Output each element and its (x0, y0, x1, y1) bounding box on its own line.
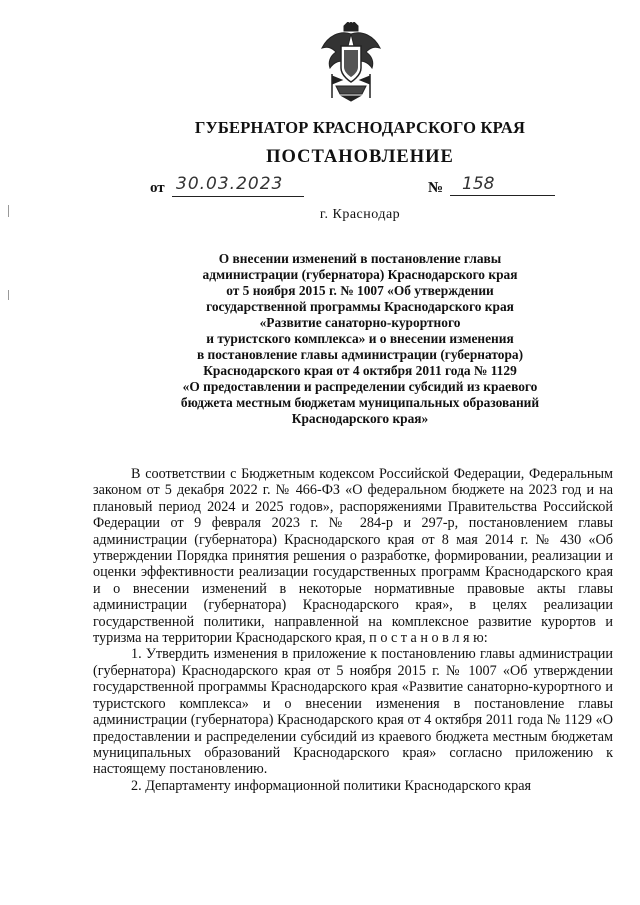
title-line: государственной программы Краснодарского края (206, 299, 514, 314)
clause-2-paragraph: 2. Департаменту информационной политики Краснодарского края (131, 777, 532, 794)
title-line: О внесении изменений в постановление главы (218, 251, 502, 266)
document-title (130, 251, 590, 427)
number-prefix: № (428, 180, 444, 196)
title-line: бюджета местным бюджетам муниципальных образований (180, 395, 540, 410)
document-date: 30.03.2023 (172, 174, 304, 197)
scan-margin-mark (8, 290, 9, 300)
clause-1-paragraph: 1. Утвердить изменения в приложение к постановлению главы администрации (губернатора) Краснодарского края от 5 ноября 2015 г. № 1007 «Об утверждении государственной программы Краснодарского края «Развитие санаторно-курортного и туристского комплекса» и о внесении изменения в постановление главы администрации (губернатора) Краснодарского края от 4 октября 2011 года № 1129 «О предоставлении и распределении субсидий из краевого бюджета местным бюджетам муниципальных образований Краснодарского края» согласно приложению к настоящему постановлению. (93, 646, 613, 778)
document-number: 158 (450, 174, 555, 196)
title-line: в постановление главы администрации (губернатора) (196, 347, 524, 362)
title-line: «Развитие санаторно-курортного (259, 315, 461, 330)
title-line: «О предоставлении и распределении субсидий из краевого (182, 379, 538, 394)
title-line: и туристского комплекса» и о внесении изменения (206, 331, 514, 346)
scan-margin-mark (8, 205, 9, 217)
issuing-authority: ГУБЕРНАТОР КРАСНОДАРСКОГО КРАЯ (194, 118, 526, 137)
date-prefix: от (150, 180, 165, 196)
document-body (93, 466, 613, 794)
preamble-paragraph: В соответствии с Бюджетным кодексом Российской Федерации, Федеральным законом от 5 декабря 2022 г. № 466-ФЗ «О федеральном бюджете на 2023 год и на плановый период 2024 и 2025 годов», распоряжениями Правительства Российской Федерации от 9 февраля 2023 г. № 284-р и 297-р, постановлением главы администрации (губернатора) Краснодарского края от 8 мая 2014 г. № 430 «Об утверждении Порядка принятия решения о разработке, формировании, реализации и оценки эффективности реализации государственных программ Краснодарского края и о внесении изменений в некоторые нормативные правовые акты главы администрации (губернатора) Краснодарского края», в целях реализации государственной политики, направленной на комплексное развитие курортов и туризма на территории Краснодарского края, п о с т а н о в л я ю: (93, 466, 613, 647)
title-line: администрации (губернатора) Краснодарского края (202, 267, 518, 282)
title-line: от 5 ноября 2015 г. № 1007 «Об утверждении (226, 283, 494, 298)
title-line: Краснодарского края» (291, 411, 429, 426)
document-type: ПОСТАНОВЛЕНИЕ (266, 147, 454, 167)
city: г. Краснодар (319, 207, 401, 222)
coat-of-arms-icon (318, 22, 384, 102)
title-line: Краснодарского края от 4 октября 2011 года № 1129 (203, 363, 517, 378)
